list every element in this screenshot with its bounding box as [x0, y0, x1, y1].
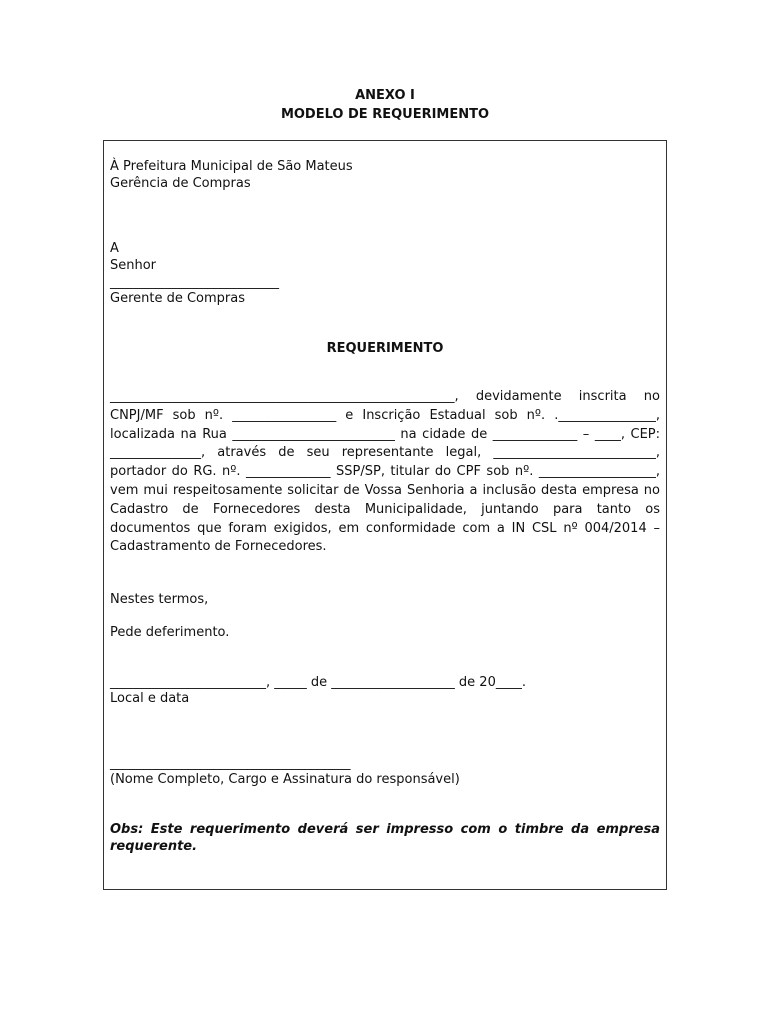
recipient-line-6: Gerente de Compras [110, 291, 246, 306]
date-line: ________________________, _____ de ___________________ de 20____. [110, 675, 526, 690]
recipient-line-1: À Prefeitura Municipal de São Mateus [110, 159, 353, 174]
closing-terms: Nestes termos, [110, 592, 209, 607]
annex-title: ANEXO I [355, 88, 415, 103]
signature-line: _____________________________________ [110, 756, 351, 771]
request-body-paragraph: _____________________________________________________, devidamente inscrita no CNPJ/MF sob nº. ________________ e Inscrição Estadual sob nº. ._______________, localizada na Rua _________________________ na cidade de _____________ – ____, CEP: ______________, através de seu representante legal, _________________________, portador do RG. nº. _____________ SSP/SP, titular do CPF sob nº. __________________, vem mui respeitosamente solicitar de Vossa Senhoria a inclusão desta empresa no Cadastro de Fornecedores desta Municipalidade, juntando para tanto os documentos que foram exigidos, em conformidade com a IN CSL nº 004/2014 – Cadastramento de Fornecedores. [110, 389, 660, 555]
signature-label: (Nome Completo, Cargo e Assinatura do responsável) [110, 772, 460, 787]
recipient-line-3: A [110, 241, 119, 256]
date-label: Local e data [110, 691, 190, 706]
model-title: MODELO DE REQUERIMENTO [280, 107, 490, 122]
recipient-line-4: Senhor [110, 258, 157, 273]
recipient-name-blank: __________________________ [110, 275, 279, 290]
closing-request: Pede deferimento. [110, 625, 230, 640]
section-title: REQUERIMENTO [326, 341, 444, 356]
recipient-line-2: Gerência de Compras [110, 176, 251, 191]
observation-note: Obs: Este requerimento deverá ser impresso com o timbre da empresa requerente. [110, 822, 660, 854]
